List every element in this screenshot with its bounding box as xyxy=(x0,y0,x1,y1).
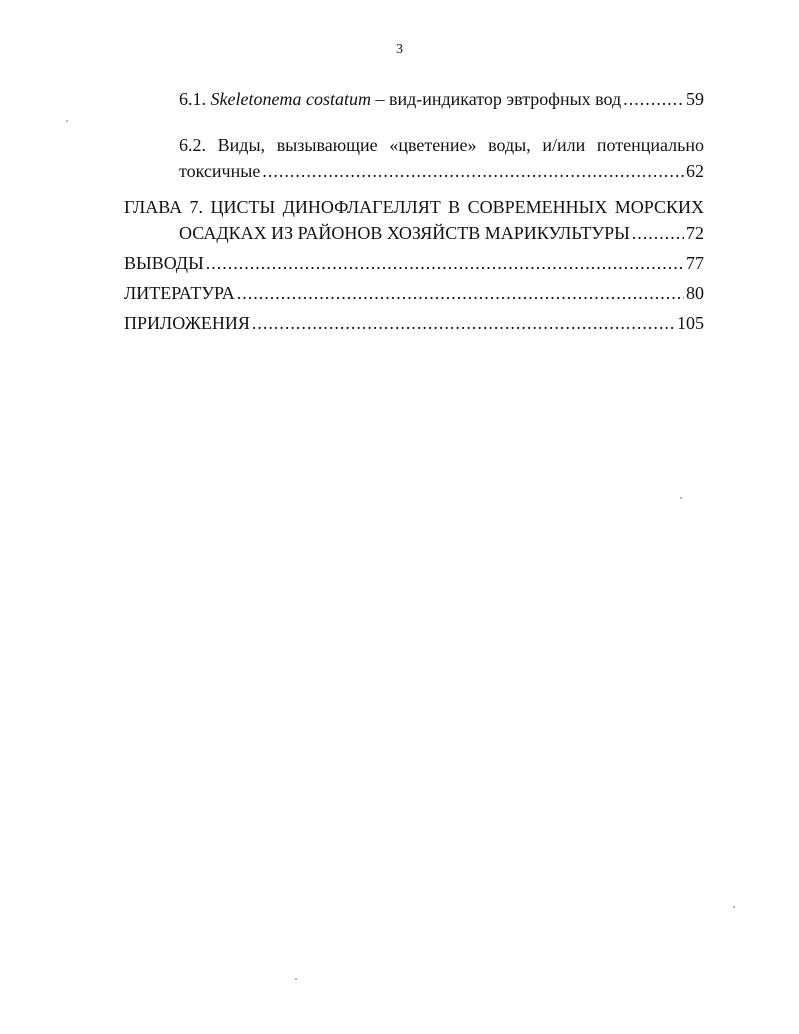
dot-leader xyxy=(262,158,684,184)
toc-entry-6-1-page: 59 xyxy=(686,89,704,109)
toc-entry-6-1-rest: – вид-индикатор эвтрофных вод xyxy=(370,89,622,109)
toc-entry-6-1-prefix: 6.1. xyxy=(179,89,211,109)
dot-leader xyxy=(252,310,675,336)
toc-entry-6-2-page: 62 xyxy=(686,161,704,181)
toc-entry-6-1-species: Skeletonema costatum xyxy=(210,89,371,109)
table-of-contents xyxy=(124,86,704,336)
toc-entry-6-1-title xyxy=(179,86,621,112)
dot-leader xyxy=(632,220,684,246)
toc-literature xyxy=(124,280,704,306)
toc-literature-page: 80 xyxy=(686,283,704,303)
toc-chapter-7-page: 72 xyxy=(686,223,704,243)
toc-appendices xyxy=(124,310,704,336)
toc-chapter-7 xyxy=(124,194,704,246)
toc-chapter-7-line1: ГЛАВА 7. ЦИСТЫ ДИНОФЛАГЕЛЛЯТ В СОВРЕМЕННЫХ МОРСКИХ xyxy=(124,197,704,217)
scan-speck xyxy=(295,978,297,980)
toc-appendices-page: 105 xyxy=(677,313,704,333)
toc-appendices-label: ПРИЛОЖЕНИЯ xyxy=(124,313,250,333)
toc-chapter-7-line2: ОСАДКАХ ИЗ РАЙОНОВ ХОЗЯЙСТВ МАРИКУЛЬТУРЫ xyxy=(179,223,630,243)
dot-leader xyxy=(237,280,684,306)
toc-entry-6-1 xyxy=(124,86,704,112)
dot-leader xyxy=(623,86,684,112)
toc-entry-6-2 xyxy=(124,132,704,184)
toc-literature-label: ЛИТЕРАТУРА xyxy=(124,283,235,303)
toc-entry-6-2-line2: токсичные xyxy=(179,161,261,181)
toc-conclusions-page: 77 xyxy=(686,253,704,273)
scan-speck xyxy=(733,906,735,908)
scan-speck xyxy=(680,497,682,499)
toc-conclusions xyxy=(124,250,704,276)
toc-conclusions-label: ВЫВОДЫ xyxy=(124,253,204,273)
scan-speck xyxy=(66,120,68,122)
toc-entry-6-2-line1: 6.2. Виды, вызывающие «цветение» воды, и/или потенциально xyxy=(179,135,704,155)
dot-leader xyxy=(206,250,684,276)
page-number: 3 xyxy=(396,42,403,57)
